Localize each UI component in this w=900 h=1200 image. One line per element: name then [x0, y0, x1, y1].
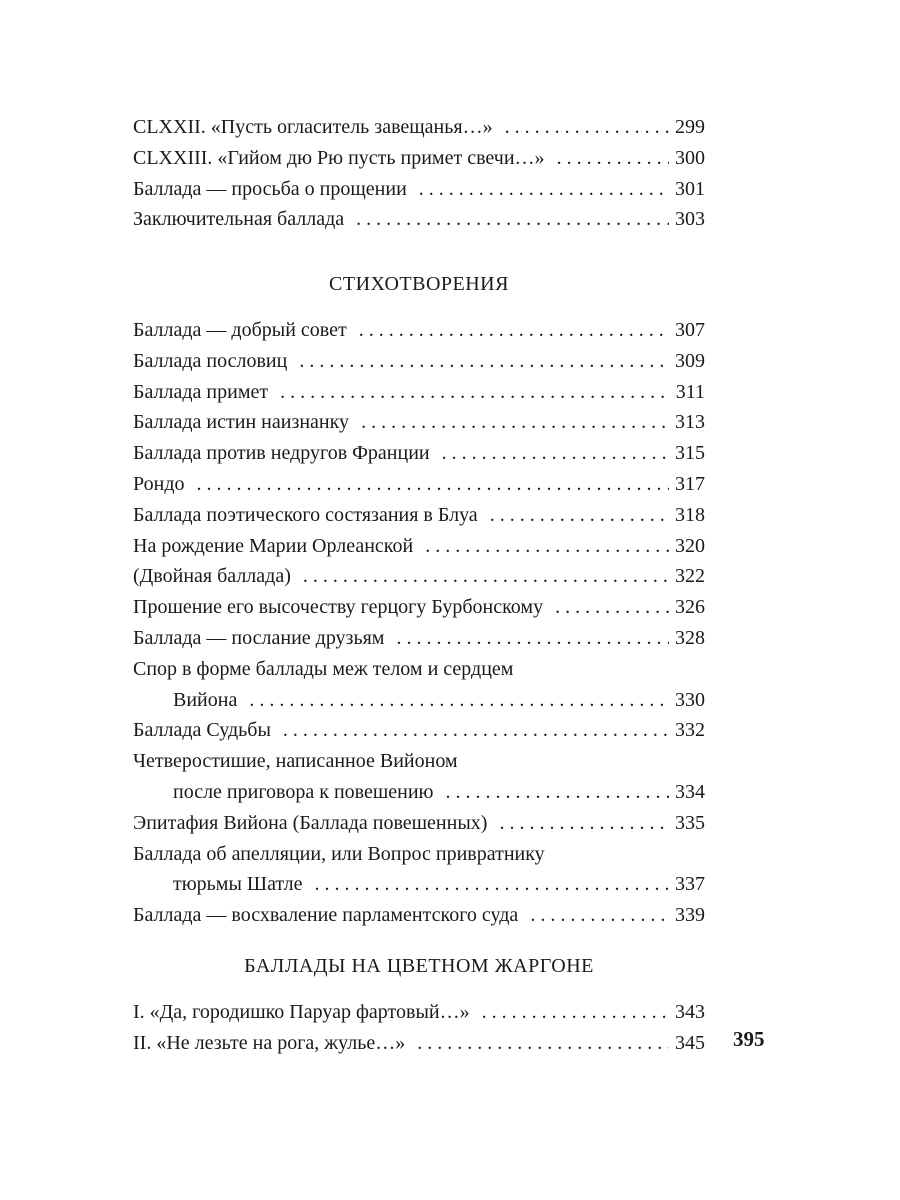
dot-leader [482, 997, 669, 1028]
dot-leader [490, 500, 669, 531]
toc-entry [133, 469, 705, 500]
toc-entry-page: 330 [675, 688, 705, 711]
toc-entry-page: 334 [675, 780, 705, 803]
toc-entry-title: Баллада истин наизнанку [133, 411, 350, 434]
toc-entry-page: 326 [675, 596, 705, 619]
toc-entry-multiline [133, 746, 705, 808]
dot-leader [425, 531, 669, 562]
toc-entry-continuation [133, 777, 705, 808]
toc-entry-continuation [133, 869, 705, 900]
dot-leader [555, 592, 669, 623]
toc-entry-page: 345 [675, 1031, 705, 1054]
toc-entry-title: Рондо [133, 472, 185, 495]
toc-entry [133, 623, 705, 654]
toc-entry [133, 500, 705, 531]
toc-entry [133, 315, 705, 346]
toc-entry-title: Баллада — восхваление парламентского суда [133, 904, 519, 927]
toc-entry [133, 377, 705, 408]
toc-entry-continuation [133, 685, 705, 716]
toc-entry-title: Заключительная баллада [133, 208, 345, 231]
toc-entry-title-line2: Вийона [173, 688, 238, 711]
dot-leader [530, 900, 669, 931]
toc-entry [133, 900, 705, 931]
toc-entry-page: 332 [675, 719, 705, 742]
dot-leader [442, 438, 669, 469]
toc-entry-page: 317 [675, 472, 705, 495]
toc-entry [133, 438, 705, 469]
toc-entry [133, 997, 705, 1028]
toc-entry [133, 561, 705, 592]
toc-entry [133, 1028, 705, 1059]
dot-leader [557, 143, 669, 174]
page-number: 395 [733, 1027, 765, 1051]
toc-entry [133, 204, 705, 235]
dot-leader [417, 1028, 669, 1059]
dot-leader [299, 346, 669, 377]
toc-entry-page: 309 [675, 349, 705, 372]
toc-entry-page: 300 [675, 146, 705, 169]
toc-entry-title: II. «Не лезьте на рога, жулье…» [133, 1031, 406, 1054]
toc-entry [133, 715, 705, 746]
toc-entry-title: Баллада против недругов Франции [133, 442, 430, 465]
dot-leader [505, 112, 669, 143]
dot-leader [197, 469, 669, 500]
toc-entry-page: 337 [675, 873, 705, 896]
dot-leader [249, 685, 669, 716]
toc-entry-page: 318 [675, 503, 705, 526]
toc-entry-page: 301 [675, 177, 705, 200]
toc-entry-title: Баллада — просьба о прощении [133, 177, 407, 200]
toc-entry [133, 143, 705, 174]
toc-entry-page: 307 [675, 319, 705, 341]
toc-entry-title: Баллада Судьбы [133, 719, 271, 742]
section-heading: БАЛЛАДЫ НА ЦВЕТНОМ ЖАРГОНЕ [244, 955, 594, 977]
toc-entry-title: Эпитафия Вийона (Баллада повешенных) [133, 811, 488, 834]
toc-entry-page: 315 [675, 442, 705, 465]
toc-entry-page: 320 [675, 534, 705, 557]
dot-leader [359, 315, 669, 346]
toc-entry-page: 343 [675, 1001, 705, 1023]
toc-entry [133, 407, 705, 438]
toc-entry [133, 592, 705, 623]
dot-leader [361, 407, 669, 438]
toc-entry [133, 531, 705, 562]
toc-entry-page: 299 [675, 116, 705, 138]
toc-entry-title: Баллада поэтического состязания в Блуа [133, 503, 478, 526]
dot-leader [499, 808, 669, 839]
toc-entry-page: 313 [675, 411, 705, 434]
toc-entry-title: I. «Да, городишко Паруар фартовый…» [133, 1001, 470, 1023]
dot-leader [303, 561, 669, 592]
dot-leader [396, 623, 669, 654]
toc-entry-page: 339 [675, 904, 705, 927]
toc-entry-title: На рождение Марии Орлеанской [133, 534, 414, 557]
toc-entry-title: (Двойная баллада) [133, 565, 291, 588]
dot-leader [356, 204, 669, 235]
toc-entry-title: Баллада — добрый совет [133, 319, 347, 341]
toc-entry-title: Баллада — послание друзьям [133, 626, 385, 649]
toc-entry-title-line1: Четверостишие, написанное Вийоном [133, 750, 458, 773]
toc-entry-title: Баллада примет [133, 380, 269, 403]
dot-leader [445, 777, 669, 808]
toc-entry-title-line2: тюрьмы Шатле [173, 873, 303, 896]
dot-leader [315, 869, 669, 900]
toc-entry [133, 346, 705, 377]
toc-entry [133, 112, 705, 143]
toc-block-jargon [133, 997, 705, 1059]
toc-entry-title: CLXXIII. «Гийом дю Рю пусть примет свечи…» [133, 146, 545, 169]
toc-entry-page: 311 [675, 380, 705, 403]
toc-entry-title: Баллада пословиц [133, 349, 288, 372]
section-heading: СТИХОТВОРЕНИЯ [329, 273, 509, 295]
toc-entry-page: 322 [675, 565, 705, 588]
toc-entry-page: 335 [675, 811, 705, 834]
toc-entry-title: CLXXII. «Пусть огласитель завещанья…» [133, 116, 493, 138]
toc-entry-title-line1: Баллада об апелляции, или Вопрос привратнику [133, 842, 545, 865]
toc-entry [133, 808, 705, 839]
dot-leader [419, 174, 669, 205]
toc-entry [133, 174, 705, 205]
toc-block-poems [133, 315, 705, 931]
toc-entry-page: 303 [675, 208, 705, 231]
dot-leader [283, 715, 669, 746]
toc-entry-title-line1: Спор в форме баллады меж телом и сердцем [133, 657, 514, 680]
toc-entry-multiline [133, 654, 705, 716]
toc-entry-title-line2: после приговора к повешению [173, 780, 434, 803]
toc-entry-multiline [133, 839, 705, 901]
dot-leader [280, 377, 670, 408]
toc-entry-page: 328 [675, 626, 705, 649]
toc-block-top [133, 112, 705, 235]
toc-entry-title: Прошение его высочеству герцогу Бурбонскому [133, 596, 544, 619]
